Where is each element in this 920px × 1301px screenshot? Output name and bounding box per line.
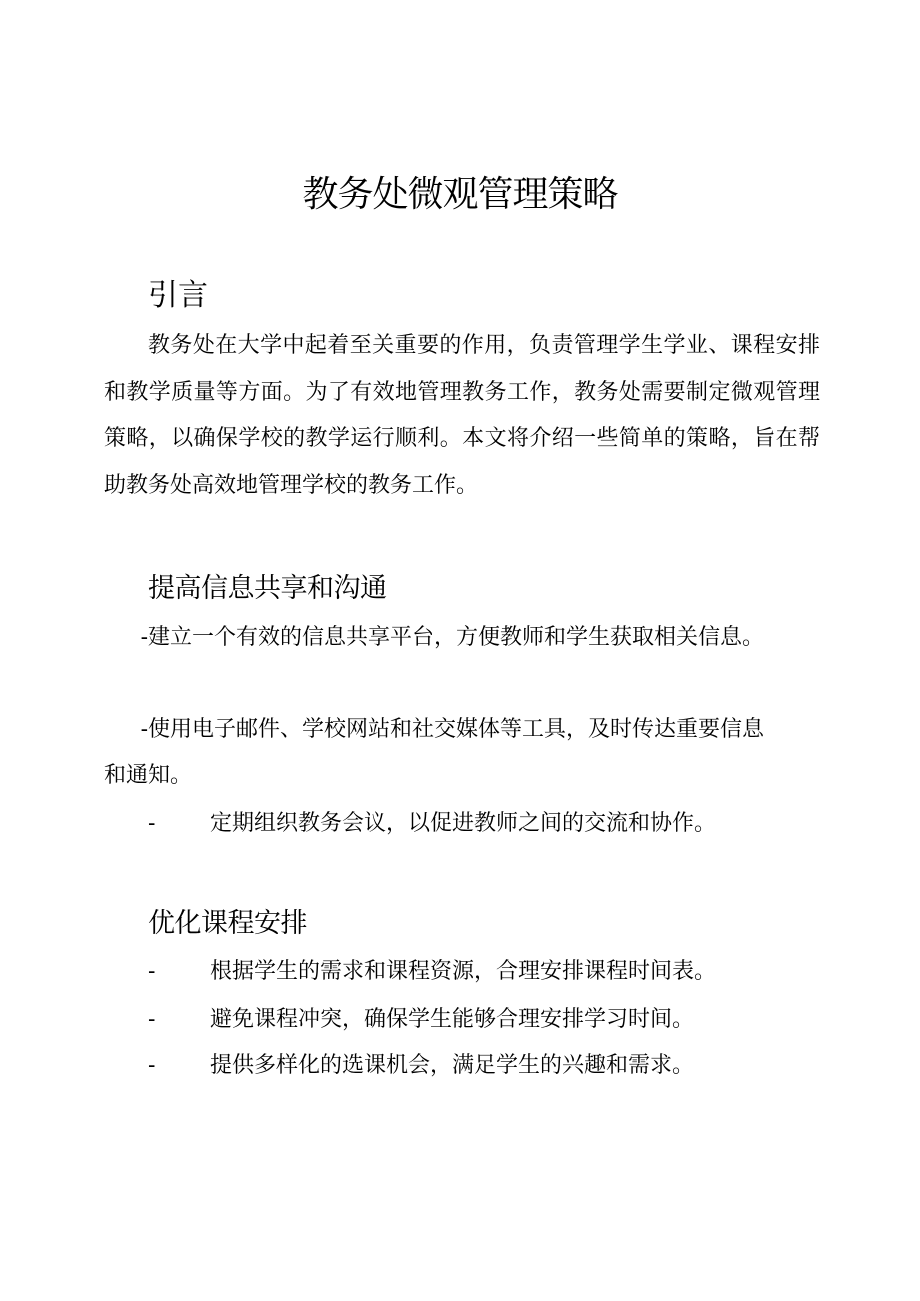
- list-item-text: 建立一个有效的信息共享平台，方便教师和学生获取相关信息。: [148, 625, 765, 650]
- bullet-marker: -: [148, 811, 156, 836]
- section-heading-course-scheduling: 优化课程安排: [148, 908, 307, 939]
- list-item: [148, 801, 716, 847]
- list-item: [148, 949, 716, 995]
- list-item-text: 定期组织教务会议，以促进教师之间的交流和协作。: [210, 811, 717, 836]
- section-heading-info-sharing: 提高信息共享和沟通: [148, 573, 387, 604]
- list-item-text: 避免课程冲突，确保学生能够合理安排学习时间。: [210, 1007, 695, 1032]
- list-item-text: 使用电子邮件、学校网站和社交媒体等工具，及时传达重要信息和通知。: [104, 717, 765, 788]
- bullet-marker: -: [148, 959, 156, 984]
- intro-paragraph: 教务处在大学中起着至关重要的作用，负责管理学生学业、课程安排和教学质量等方面。为了有效地管理教务工作，教务处需要制定微观管理策略，以确保学校的教学运行顺利。本文将介绍一些简单的策略，旨在帮助教务处高效地管理学校的教务工作。: [104, 333, 820, 498]
- bullet-marker: -: [148, 1053, 156, 1078]
- bullet-marker: -: [140, 625, 148, 650]
- list-item-text: 提供多样化的选课机会，满足学生的兴趣和需求。: [210, 1053, 695, 1078]
- list-item: [148, 997, 694, 1043]
- section-heading-intro: 引言: [148, 278, 208, 313]
- list-item: [104, 707, 784, 799]
- list-item-text: 根据学生的需求和课程资源，合理安排课程时间表。: [210, 959, 717, 984]
- bullet-marker: -: [148, 1007, 156, 1032]
- list-item: [148, 1043, 694, 1089]
- bullet-marker: -: [140, 717, 148, 742]
- list-item: [104, 615, 784, 661]
- document-title: 教务处微观管理策略: [302, 174, 618, 215]
